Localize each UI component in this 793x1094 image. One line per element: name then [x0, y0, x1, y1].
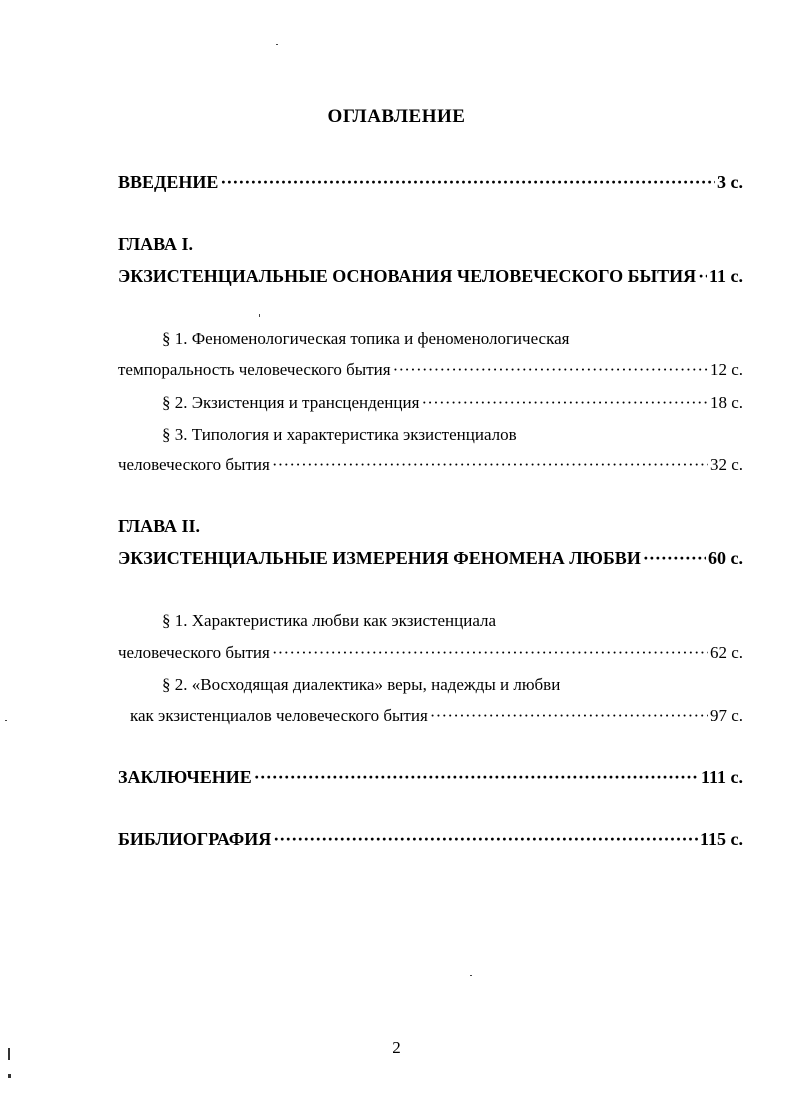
toc-entry-page: 3 с.: [717, 172, 743, 192]
section-1-1-line1: [162, 329, 743, 349]
section-title: § 3. Типология и характеристика экзистенциалов: [162, 425, 517, 444]
toc-entry-page: 11 с.: [709, 266, 743, 286]
toc-entry-chapter1[interactable]: [118, 266, 743, 287]
toc-entry-page: 62 с.: [709, 643, 743, 662]
toc-entry-page: 97 с.: [709, 706, 743, 725]
chapter1-heading: [118, 234, 743, 255]
toc-entry-section-2-2[interactable]: [130, 706, 743, 726]
section-title: § 1. Характеристика любви как экзистенциала: [162, 611, 497, 630]
dot-leader: [643, 548, 706, 569]
dot-leader: [272, 643, 708, 663]
toc-entry-page: 18 с.: [709, 393, 743, 412]
toc-entry-label: ЭКЗИСТЕНЦИАЛЬНЫЕ ИЗМЕРЕНИЯ ФЕНОМЕНА ЛЮБВИ: [118, 548, 641, 568]
dot-leader: [421, 393, 708, 413]
toc-title: ОГЛАВЛЕНИЕ: [327, 106, 466, 127]
scan-speck: [259, 314, 260, 317]
toc-entry-page: 111 с.: [700, 767, 743, 787]
dot-leader: [272, 455, 708, 475]
scan-speck: [5, 720, 7, 721]
dot-leader: [393, 360, 708, 380]
toc-entry-bibliography[interactable]: [118, 829, 743, 850]
toc-entry-chapter2[interactable]: [118, 548, 743, 569]
section-1-3-line1: [162, 425, 743, 445]
scan-speck: [470, 975, 472, 976]
scan-speck: [8, 1048, 10, 1060]
toc-entry-page: 32 с.: [709, 455, 743, 474]
toc-entry-conclusion[interactable]: [118, 767, 743, 788]
toc-entry-label: ЗАКЛЮЧЕНИЕ: [118, 767, 252, 787]
section-title: § 2. «Восходящая диалектика» веры, надежды и любви: [162, 675, 561, 694]
scan-speck: [8, 1074, 11, 1078]
section-title-cont: человеческого бытия: [118, 643, 270, 662]
toc-entry-intro[interactable]: [118, 172, 743, 193]
dot-leader: [430, 706, 708, 726]
page-number: 2: [392, 1038, 401, 1057]
section-title-cont: как экзистенциалов человеческого бытия: [130, 706, 428, 725]
toc-entry-page: 60 с.: [708, 548, 743, 568]
scan-speck: [276, 44, 278, 45]
section-2-1-line1: [162, 611, 743, 631]
dot-leader: [273, 829, 698, 850]
toc-entry-section-1-3[interactable]: [118, 455, 743, 475]
toc-entry-section-1-1[interactable]: [118, 360, 743, 380]
toc-entry-label: ЭКЗИСТЕНЦИАЛЬНЫЕ ОСНОВАНИЯ ЧЕЛОВЕЧЕСКОГО БЫТИЯ: [118, 266, 697, 286]
dot-leader: [254, 767, 699, 788]
section-title: § 2. Экзистенция и трансценденция: [162, 393, 420, 412]
toc-entry-label: БИБЛИОГРАФИЯ: [118, 829, 272, 849]
chapter2-heading: [118, 516, 743, 537]
section-title-cont: темпоральность человеческого бытия: [118, 360, 391, 379]
chapter-heading-text: ГЛАВА II.: [118, 516, 201, 536]
dot-leader: [220, 172, 715, 193]
section-title: § 1. Феноменологическая топика и феноменологическая: [162, 329, 570, 348]
section-title-cont: человеческого бытия: [118, 455, 270, 474]
dot-leader: [698, 266, 707, 287]
section-2-2-line1: [162, 675, 743, 695]
chapter-heading-text: ГЛАВА I.: [118, 234, 194, 254]
toc-entry-section-2-1[interactable]: [118, 643, 743, 663]
toc-entry-label: ВВЕДЕНИЕ: [118, 172, 219, 192]
toc-entry-page: 12 с.: [709, 360, 743, 379]
toc-entry-page: 115 с.: [700, 829, 743, 849]
toc-entry-section-1-2[interactable]: [162, 393, 743, 413]
